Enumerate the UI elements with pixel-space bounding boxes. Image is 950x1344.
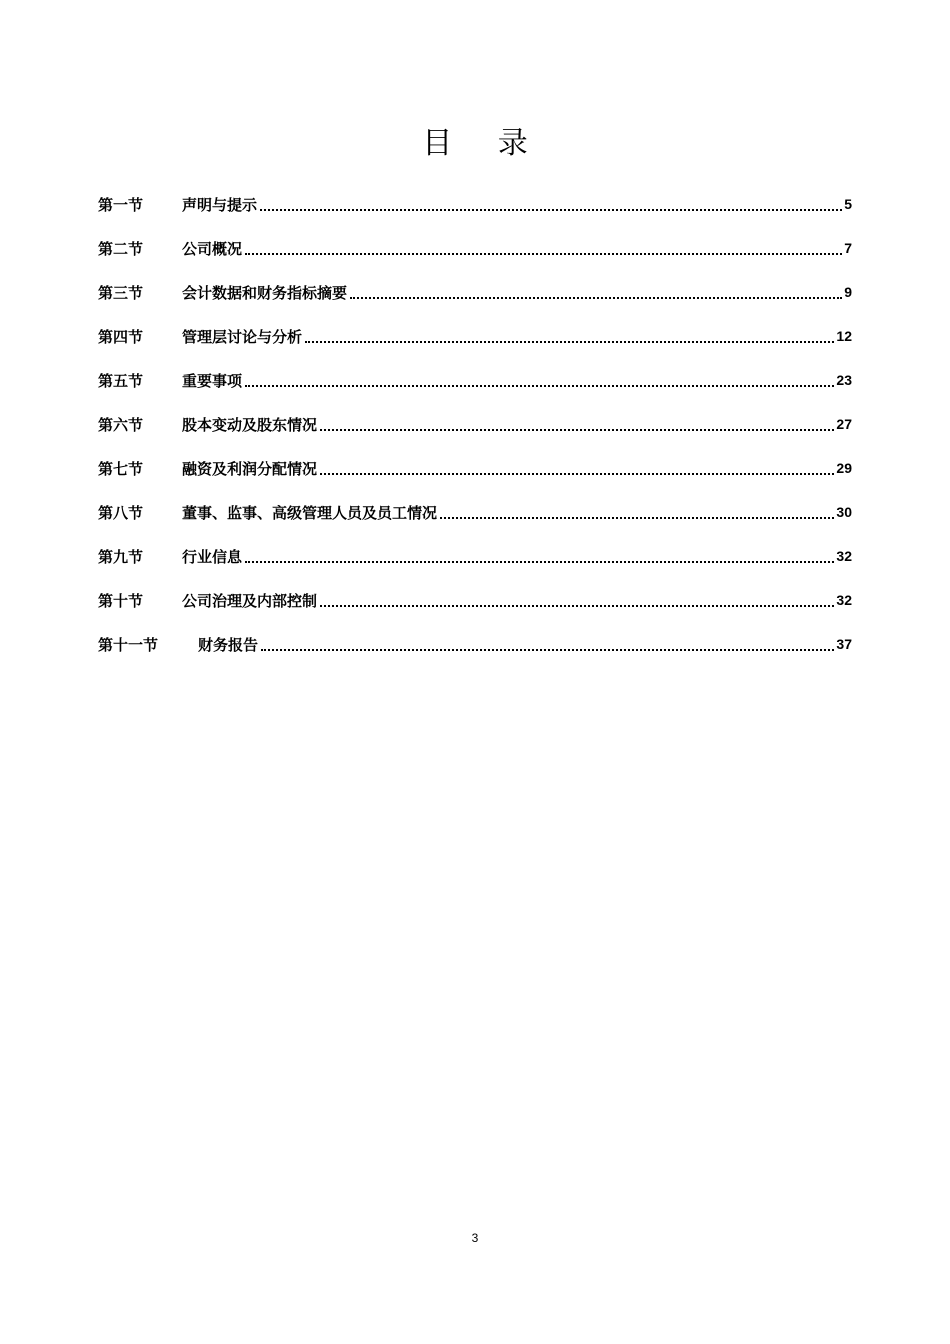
toc-page-number: 5	[844, 196, 852, 212]
toc-dot-leader	[320, 473, 834, 475]
toc-page-number: 32	[836, 548, 852, 564]
toc-entry[interactable]	[98, 182, 852, 226]
toc-entry[interactable]	[98, 402, 852, 446]
toc-section-label: 第七节	[98, 459, 144, 478]
toc-title: 公司概况	[182, 239, 243, 258]
toc-title: 声明与提示	[182, 195, 258, 214]
toc-title: 重要事项	[182, 371, 243, 390]
toc-page-number: 32	[836, 592, 852, 608]
toc-dot-leader	[350, 297, 842, 299]
toc-title: 公司治理及内部控制	[182, 591, 318, 610]
toc-section-label: 第九节	[98, 547, 144, 566]
toc-entry[interactable]	[98, 358, 852, 402]
toc-entry[interactable]	[98, 314, 852, 358]
toc-entry[interactable]	[98, 226, 852, 270]
toc-dot-leader	[260, 209, 842, 211]
toc-entry[interactable]	[98, 578, 852, 622]
table-of-contents	[98, 182, 852, 666]
toc-page-number: 27	[836, 416, 852, 432]
toc-dot-leader	[305, 341, 834, 343]
toc-dot-leader	[320, 429, 834, 431]
toc-page-number: 37	[836, 636, 852, 652]
toc-entry[interactable]	[98, 490, 852, 534]
toc-section-label: 第三节	[98, 283, 144, 302]
toc-entry[interactable]	[98, 270, 852, 314]
toc-title: 董事、监事、高级管理人员及员工情况	[182, 503, 438, 522]
toc-section-label: 第六节	[98, 415, 144, 434]
toc-title: 股本变动及股东情况	[182, 415, 318, 434]
toc-title: 行业信息	[182, 547, 243, 566]
toc-dot-leader	[245, 385, 834, 387]
toc-section-label: 第一节	[98, 195, 144, 214]
toc-section-label: 第二节	[98, 239, 144, 258]
toc-page-number: 30	[836, 504, 852, 520]
toc-title: 管理层讨论与分析	[182, 327, 303, 346]
toc-section-label: 第五节	[98, 371, 144, 390]
toc-dot-leader	[245, 561, 834, 563]
toc-dot-leader	[440, 517, 834, 519]
toc-dot-leader	[261, 649, 834, 651]
footer-page-number: 3	[471, 1231, 479, 1245]
toc-entry[interactable]	[98, 446, 852, 490]
toc-page-number: 7	[844, 240, 852, 256]
toc-dot-leader	[320, 605, 834, 607]
toc-page-number: 9	[844, 284, 852, 300]
toc-section-label: 第十节	[98, 591, 144, 610]
toc-section-label: 第四节	[98, 327, 144, 346]
toc-page-number: 29	[836, 460, 852, 476]
toc-title: 财务报告	[198, 635, 259, 654]
toc-title: 会计数据和财务指标摘要	[182, 283, 348, 302]
toc-dot-leader	[245, 253, 842, 255]
toc-section-label: 第十一节	[98, 635, 159, 654]
toc-entry[interactable]	[98, 622, 852, 666]
toc-page-number: 12	[836, 328, 852, 344]
page-title: 目 录	[422, 126, 546, 161]
toc-page-number: 23	[836, 372, 852, 388]
toc-entry[interactable]	[98, 534, 852, 578]
toc-title: 融资及利润分配情况	[182, 459, 318, 478]
toc-section-label: 第八节	[98, 503, 144, 522]
